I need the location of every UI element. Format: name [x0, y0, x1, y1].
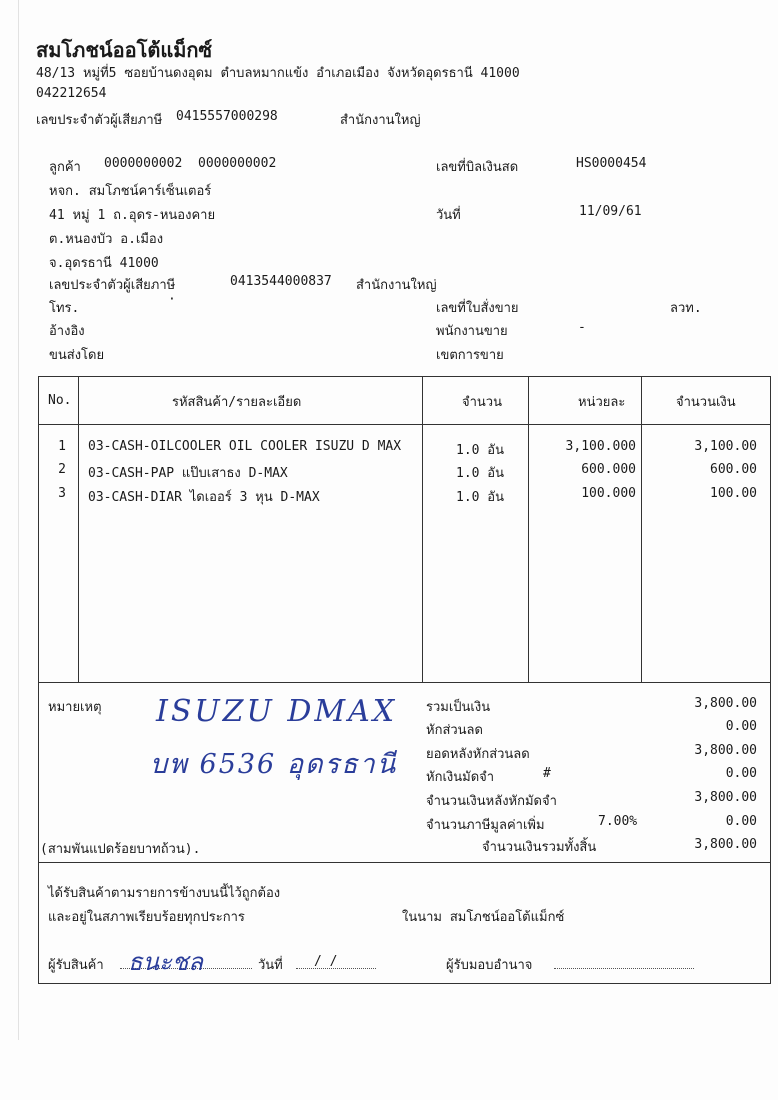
sales-area-label: เขตการขาย [436, 348, 504, 363]
items-bottom-divider [38, 682, 770, 683]
bill-date: 11/09/61 [579, 204, 642, 219]
customer-name: หจก. สมโภชน์คาร์เซ็นเตอร์ [49, 184, 212, 199]
bill-number: HS0000454 [576, 156, 647, 171]
customer-label: ลูกค้า [49, 160, 81, 175]
header-description: รหัสสินค้า/รายละเอียด [172, 395, 302, 410]
summary-discount-value: 0.00 [725, 719, 757, 734]
salesperson-label: พนักงานขาย [436, 324, 508, 339]
summary-bottom-divider [38, 862, 770, 863]
summary-vat-value: 0.00 [725, 814, 757, 829]
row-3-description: 03-CASH-DIAR ไดเออร์ 3 หุน D-MAX [88, 490, 320, 505]
summary-deposit-label: หักเงินมัดจำ [426, 770, 495, 785]
company-phone: 042212654 [36, 86, 107, 101]
receiver-label: ผู้รับสินค้า [48, 958, 104, 973]
summary-total-label: จำนวนเงินรวมทั้งสิ้น [482, 840, 597, 855]
amount-in-words: (สามพันแปดร้อยบาทถ้วน). [40, 842, 201, 857]
header-amount: จำนวนเงิน [676, 395, 736, 410]
row-2-description: 03-CASH-PAP แป๊บเสาธง D-MAX [88, 466, 288, 481]
reference-label: อ้างอิง [49, 324, 85, 339]
row-2-no: 2 [58, 462, 66, 477]
header-no: No. [48, 393, 72, 408]
summary-deposit-mark: # [543, 766, 551, 781]
header-divider [38, 424, 770, 425]
salesperson-value: - [578, 320, 586, 335]
row-3-no: 3 [58, 486, 66, 501]
remark-label: หมายเหตุ [48, 700, 102, 715]
customer-address-3: จ.อุดรธานี 41000 [49, 256, 159, 271]
phone-value: · [168, 292, 176, 307]
sales-order-code: ลวท. [670, 301, 702, 316]
customer-code-2: 0000000002 [198, 156, 277, 171]
on-behalf-of: ในนาม สมโภชน์ออโต้แม็กซ์ [402, 910, 565, 925]
customer-address-2: ต.หนองบัว อ.เมือง [49, 232, 164, 247]
customer-tax-label: เลขประจำตัวผู้เสียภาษี [49, 278, 176, 293]
customer-address-1: 41 หมู่ 1 ถ.อุดร-หนองคาย [49, 208, 216, 223]
bill-date-label: วันที่ [436, 208, 461, 223]
summary-vat-label: จำนวนภาษีมูลค่าเพิ่ม [426, 818, 545, 833]
bill-number-label: เลขที่บิลเงินสด [436, 160, 519, 175]
summary-after-deposit-value: 3,800.00 [694, 790, 757, 805]
customer-tax-id: 0413544000837 [230, 274, 332, 289]
summary-total-value: 3,800.00 [694, 837, 757, 852]
authorized-signature-line [554, 968, 694, 969]
summary-subtotal-value: 3,800.00 [694, 696, 757, 711]
header-unit-price: หน่วยละ [578, 395, 626, 410]
row-3-quantity: 1.0 อัน [456, 490, 505, 505]
page-fold-line [18, 0, 19, 1040]
header-quantity: จำนวน [462, 395, 502, 410]
col-divider-unit [641, 376, 642, 682]
handwritten-vehicle-model: ISUZU DMAX [156, 694, 398, 729]
company-address: 48/13 หมู่ที่5 ซอยบ้านดงอุดม ตำบลหมากแข้ง อำเภอเมือง จังหวัดอุดรธานี 41000 [36, 66, 520, 81]
receiver-signature: ธนะชล [128, 948, 203, 976]
row-1-amount: 3,100.00 [694, 439, 757, 454]
row-2-quantity: 1.0 อัน [456, 466, 505, 481]
authorized-person-label: ผู้รับมอบอำนาจ [446, 958, 533, 973]
customer-branch: สำนักงานใหญ่ [356, 278, 437, 293]
row-3-unit-price: 100.000 [581, 486, 636, 501]
receipt-statement-2: และอยู่ในสภาพเรียบร้อยทุกประการ [48, 910, 245, 925]
summary-deposit-value: 0.00 [725, 766, 757, 781]
row-1-quantity: 1.0 อัน [456, 443, 505, 458]
row-1-description: 03-CASH-OILCOOLER OIL COOLER ISUZU D MAX [88, 439, 402, 454]
receive-date-blank: / / [314, 954, 338, 969]
summary-after-discount-label: ยอดหลังหักส่วนลด [426, 747, 530, 762]
shipped-by-label: ขนส่งโดย [49, 348, 105, 363]
company-tax-id: 0415557000298 [176, 109, 278, 124]
summary-after-discount-value: 3,800.00 [694, 743, 757, 758]
col-divider-qty [528, 376, 529, 682]
row-2-amount: 600.00 [710, 462, 757, 477]
company-name: สมโภชน์ออโต้แม็กซ์ [36, 38, 213, 62]
summary-discount-label: หักส่วนลด [426, 723, 483, 738]
sales-order-label: เลขที่ใบสั่งขาย [436, 301, 519, 316]
handwritten-license-plate: บพ 6536 อุดรธานี [150, 749, 398, 780]
phone-label: โทร. [49, 301, 80, 316]
summary-after-deposit-label: จำนวนเงินหลังหักมัดจำ [426, 794, 557, 809]
company-branch: สำนักงานใหญ่ [340, 113, 421, 128]
col-divider-desc [422, 376, 423, 682]
row-3-amount: 100.00 [710, 486, 757, 501]
receive-date-label: วันที่ [258, 958, 283, 973]
summary-vat-rate: 7.00% [598, 814, 638, 829]
row-1-no: 1 [58, 439, 66, 454]
row-2-unit-price: 600.000 [581, 462, 636, 477]
summary-subtotal-label: รวมเป็นเงิน [426, 700, 491, 715]
company-tax-label: เลขประจำตัวผู้เสียภาษี [36, 113, 163, 128]
row-1-unit-price: 3,100.000 [565, 439, 636, 454]
customer-code-1: 0000000002 [104, 156, 183, 171]
receipt-statement-1: ได้รับสินค้าตามรายการข้างบนนี้ไว้ถูกต้อง [48, 886, 281, 901]
col-divider-no [78, 376, 79, 682]
